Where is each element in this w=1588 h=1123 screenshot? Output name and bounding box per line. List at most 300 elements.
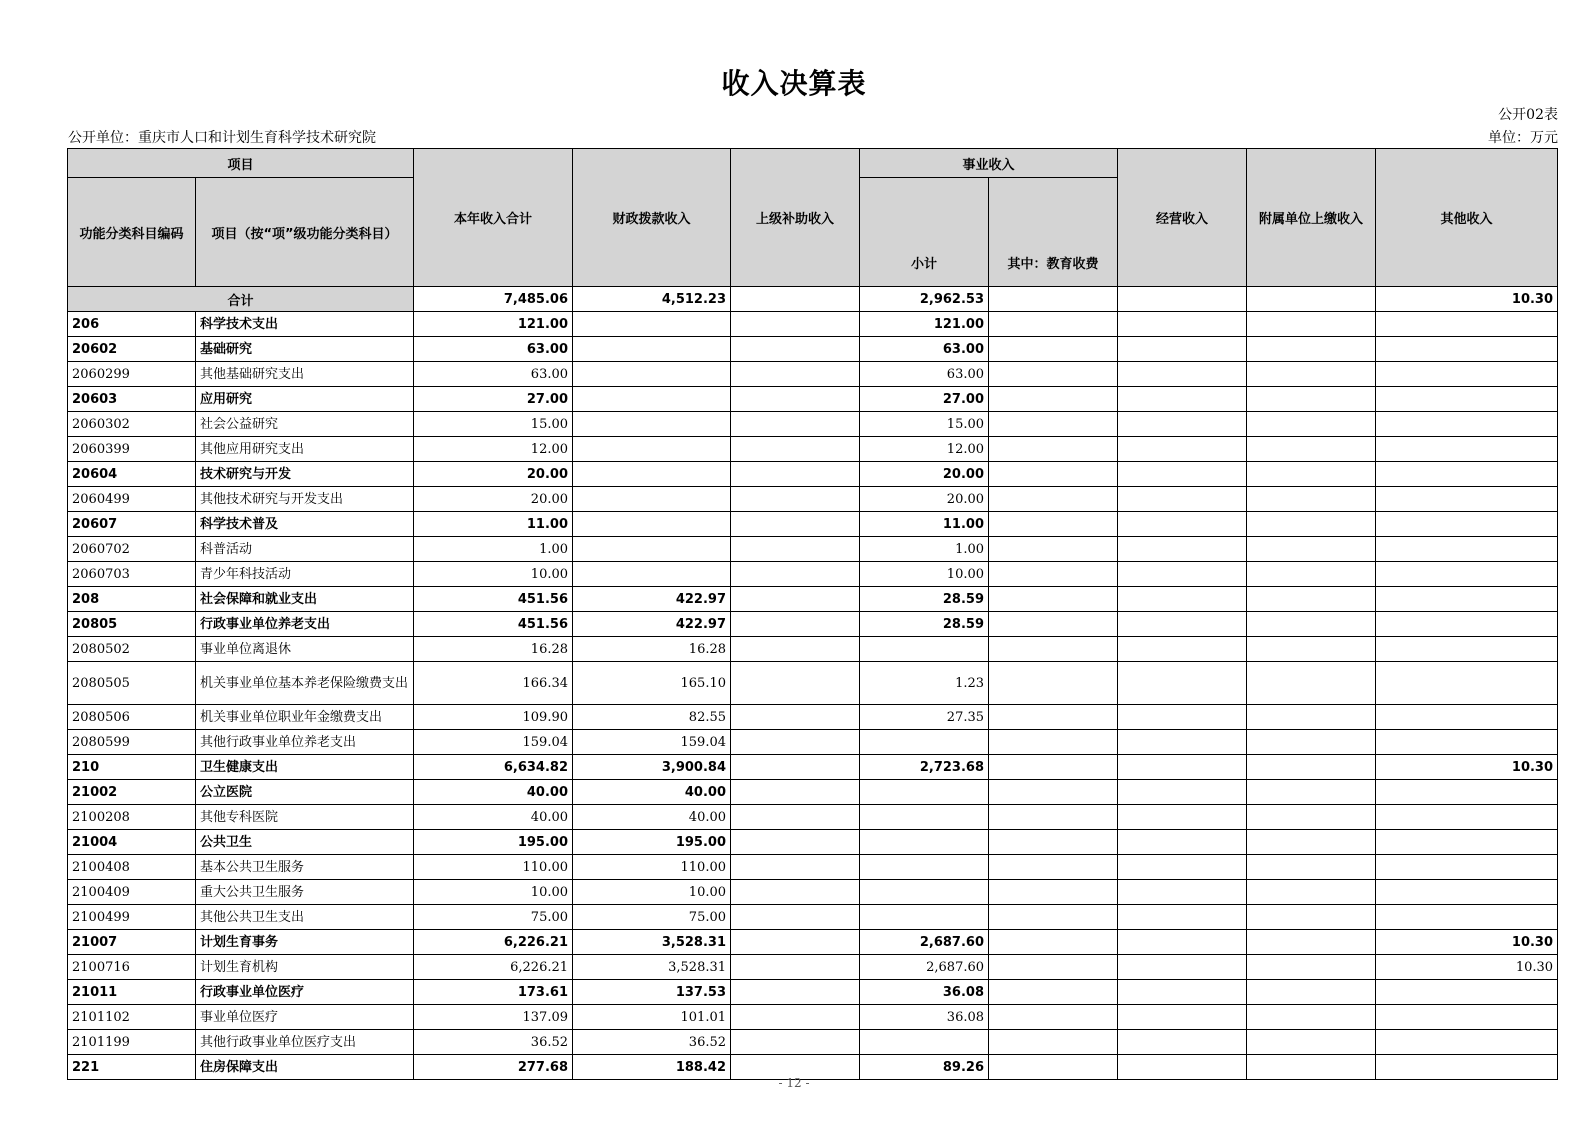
row-value [731, 562, 860, 587]
row-value [731, 537, 860, 562]
row-value [1118, 462, 1247, 487]
row-value [1118, 730, 1247, 755]
table-row [68, 487, 1558, 512]
row-value [731, 730, 860, 755]
row-value: 63.00 [414, 362, 573, 387]
table-row [68, 730, 1558, 755]
row-value: 173.61 [414, 980, 573, 1005]
row-value: 75.00 [414, 905, 573, 930]
row-value [1376, 562, 1558, 587]
row-name: 基本公共卫生服务 [196, 855, 414, 880]
row-value [860, 1030, 989, 1055]
table-row [68, 537, 1558, 562]
total-row [68, 287, 1558, 312]
row-value [1118, 562, 1247, 587]
row-value: 6,226.21 [414, 955, 573, 980]
row-value [860, 830, 989, 855]
row-code: 2060302 [68, 412, 196, 437]
row-value [1376, 312, 1558, 337]
row-value [731, 312, 860, 337]
row-value: 2,687.60 [860, 930, 989, 955]
row-value [989, 387, 1118, 412]
row-name: 技术研究与开发 [196, 462, 414, 487]
row-value [1247, 387, 1376, 412]
row-value [1118, 662, 1247, 705]
row-code: 2100716 [68, 955, 196, 980]
row-code: 2060702 [68, 537, 196, 562]
row-value: 75.00 [573, 905, 731, 930]
row-value [1247, 905, 1376, 930]
row-value: 63.00 [414, 337, 573, 362]
row-value [1247, 662, 1376, 705]
row-value [731, 830, 860, 855]
row-value [989, 955, 1118, 980]
row-value: 27.35 [860, 705, 989, 730]
row-code: 2100499 [68, 905, 196, 930]
row-value: 109.90 [414, 705, 573, 730]
row-value [989, 487, 1118, 512]
row-value: 1.00 [414, 537, 573, 562]
row-name: 其他行政事业单位医疗支出 [196, 1030, 414, 1055]
table-row [68, 955, 1558, 980]
row-value [1376, 805, 1558, 830]
row-value [1376, 830, 1558, 855]
row-name: 公立医院 [196, 780, 414, 805]
page-title: 收入决算表 [721, 67, 867, 100]
row-value [731, 487, 860, 512]
row-value [731, 587, 860, 612]
row-value [573, 412, 731, 437]
row-value [1247, 362, 1376, 387]
row-value [1376, 512, 1558, 537]
row-code: 20805 [68, 612, 196, 637]
row-value [989, 362, 1118, 387]
row-value: 10.00 [860, 562, 989, 587]
row-value [1118, 387, 1247, 412]
row-value [989, 930, 1118, 955]
row-value: 159.04 [573, 730, 731, 755]
row-value [731, 880, 860, 905]
row-value [1118, 587, 1247, 612]
row-value [1247, 780, 1376, 805]
row-value [1118, 855, 1247, 880]
row-value: 137.53 [573, 980, 731, 1005]
row-code: 2060299 [68, 362, 196, 387]
table-row [68, 562, 1558, 587]
row-name: 科学技术支出 [196, 312, 414, 337]
header-total: 本年收入合计 [414, 149, 573, 287]
row-code: 20604 [68, 462, 196, 487]
row-code: 2060399 [68, 437, 196, 462]
row-name: 公共卫生 [196, 830, 414, 855]
row-code: 206 [68, 312, 196, 337]
row-name: 卫生健康支出 [196, 755, 414, 780]
row-value: 2,687.60 [860, 955, 989, 980]
row-value [573, 387, 731, 412]
row-value: 1.23 [860, 662, 989, 705]
row-value [1376, 980, 1558, 1005]
row-value: 1.00 [860, 537, 989, 562]
header-career-edu: 其中：教育收费 [989, 178, 1118, 287]
row-value [573, 312, 731, 337]
row-value: 40.00 [414, 805, 573, 830]
row-value [573, 362, 731, 387]
row-name: 社会保障和就业支出 [196, 587, 414, 612]
row-value [731, 705, 860, 730]
row-value [1118, 512, 1247, 537]
row-name: 应用研究 [196, 387, 414, 412]
row-value: 277.68 [414, 1055, 573, 1080]
row-value [731, 412, 860, 437]
row-value [731, 437, 860, 462]
row-value [731, 1030, 860, 1055]
row-value [1118, 1030, 1247, 1055]
row-value [731, 780, 860, 805]
row-value [989, 662, 1118, 705]
row-name: 其他基础研究支出 [196, 362, 414, 387]
total-label: 合计 [68, 287, 414, 312]
row-value [1247, 587, 1376, 612]
table-row [68, 387, 1558, 412]
total-cell: 2,962.53 [860, 287, 989, 312]
row-value [573, 462, 731, 487]
row-value: 3,528.31 [573, 955, 731, 980]
row-value: 12.00 [414, 437, 573, 462]
row-value [1376, 462, 1558, 487]
row-value [989, 337, 1118, 362]
row-value [1376, 662, 1558, 705]
row-value: 82.55 [573, 705, 731, 730]
row-value [989, 462, 1118, 487]
row-value: 27.00 [860, 387, 989, 412]
row-value: 3,900.84 [573, 755, 731, 780]
row-value: 422.97 [573, 587, 731, 612]
row-value: 11.00 [414, 512, 573, 537]
row-value [731, 930, 860, 955]
row-value [989, 437, 1118, 462]
row-value [573, 437, 731, 462]
table-row [68, 462, 1558, 487]
row-value [989, 780, 1118, 805]
table-row [68, 337, 1558, 362]
row-value: 12.00 [860, 437, 989, 462]
total-cell [989, 287, 1118, 312]
row-value [1376, 587, 1558, 612]
row-value: 101.01 [573, 1005, 731, 1030]
row-code: 2080506 [68, 705, 196, 730]
row-code: 21007 [68, 930, 196, 955]
row-value: 110.00 [414, 855, 573, 880]
row-value: 10.30 [1376, 930, 1558, 955]
row-code: 21011 [68, 980, 196, 1005]
row-value [731, 362, 860, 387]
row-value [573, 487, 731, 512]
row-value [1376, 387, 1558, 412]
row-value [1118, 1005, 1247, 1030]
row-value [989, 905, 1118, 930]
row-value [1247, 537, 1376, 562]
row-name: 事业单位离退休 [196, 637, 414, 662]
row-value [1247, 612, 1376, 637]
header-name: 项目（按“项”级功能分类科目） [196, 178, 414, 287]
row-value: 451.56 [414, 587, 573, 612]
table-row [68, 780, 1558, 805]
row-value [1247, 412, 1376, 437]
row-value [1118, 637, 1247, 662]
row-value [989, 562, 1118, 587]
row-name: 行政事业单位医疗 [196, 980, 414, 1005]
row-value: 27.00 [414, 387, 573, 412]
row-value: 28.59 [860, 587, 989, 612]
row-value: 165.10 [573, 662, 731, 705]
row-value [860, 637, 989, 662]
row-value [989, 1030, 1118, 1055]
row-value: 10.00 [573, 880, 731, 905]
total-cell: 7,485.06 [414, 287, 573, 312]
row-value [1118, 930, 1247, 955]
row-name: 科学技术普及 [196, 512, 414, 537]
row-code: 2080502 [68, 637, 196, 662]
row-value [989, 755, 1118, 780]
row-value: 2,723.68 [860, 755, 989, 780]
row-value [989, 537, 1118, 562]
row-name: 重大公共卫生服务 [196, 880, 414, 905]
row-value [989, 637, 1118, 662]
row-value: 20.00 [414, 462, 573, 487]
row-value [1118, 437, 1247, 462]
row-value: 10.30 [1376, 755, 1558, 780]
row-code: 21004 [68, 830, 196, 855]
row-value [989, 855, 1118, 880]
row-value [1118, 780, 1247, 805]
row-name: 其他技术研究与开发支出 [196, 487, 414, 512]
row-code: 210 [68, 755, 196, 780]
row-name: 其他行政事业单位养老支出 [196, 730, 414, 755]
row-value [1247, 512, 1376, 537]
row-value: 16.28 [573, 637, 731, 662]
header-subsidy: 上级补助收入 [731, 149, 860, 287]
row-value [989, 587, 1118, 612]
row-value: 28.59 [860, 612, 989, 637]
total-cell [1118, 287, 1247, 312]
row-value: 3,528.31 [573, 930, 731, 955]
table-row [68, 412, 1558, 437]
row-name: 科普活动 [196, 537, 414, 562]
row-name: 基础研究 [196, 337, 414, 362]
row-value [731, 337, 860, 362]
row-value [1247, 337, 1376, 362]
row-value: 121.00 [414, 312, 573, 337]
total-cell: 10.30 [1376, 287, 1558, 312]
table-row [68, 830, 1558, 855]
row-value: 20.00 [414, 487, 573, 512]
table-row [68, 362, 1558, 387]
row-value [1247, 312, 1376, 337]
row-value [1376, 437, 1558, 462]
row-value: 36.52 [573, 1030, 731, 1055]
row-value [731, 755, 860, 780]
row-value [731, 637, 860, 662]
row-value [1247, 705, 1376, 730]
row-value [1247, 437, 1376, 462]
row-value: 16.28 [414, 637, 573, 662]
row-code: 221 [68, 1055, 196, 1080]
row-value [1376, 1030, 1558, 1055]
row-value [1118, 805, 1247, 830]
row-value [1247, 730, 1376, 755]
row-value [989, 412, 1118, 437]
table-row [68, 805, 1558, 830]
row-value: 36.08 [860, 980, 989, 1005]
row-value [860, 880, 989, 905]
header-fiscal: 财政拨款收入 [573, 149, 731, 287]
header-career: 事业收入 [860, 149, 1118, 178]
row-value [1118, 755, 1247, 780]
row-value [1247, 1030, 1376, 1055]
row-code: 21002 [68, 780, 196, 805]
row-value [1376, 780, 1558, 805]
row-value [1247, 637, 1376, 662]
row-value: 63.00 [860, 362, 989, 387]
header-code: 功能分类科目编码 [68, 178, 196, 287]
row-value: 89.26 [860, 1055, 989, 1080]
row-value [1118, 487, 1247, 512]
table-row [68, 587, 1558, 612]
row-value [1118, 412, 1247, 437]
header-business: 经营收入 [1118, 149, 1247, 287]
row-name: 其他公共卫生支出 [196, 905, 414, 930]
row-value: 20.00 [860, 462, 989, 487]
row-value: 11.00 [860, 512, 989, 537]
row-value [1118, 312, 1247, 337]
row-code: 2060703 [68, 562, 196, 587]
table-row [68, 930, 1558, 955]
row-name: 青少年科技活动 [196, 562, 414, 587]
row-value [731, 387, 860, 412]
row-value [731, 1005, 860, 1030]
row-value [1247, 462, 1376, 487]
row-value [1118, 830, 1247, 855]
total-cell: 4,512.23 [573, 287, 731, 312]
row-value [1376, 705, 1558, 730]
row-value [731, 980, 860, 1005]
table-row [68, 637, 1558, 662]
row-value [731, 905, 860, 930]
row-value [1376, 880, 1558, 905]
row-value [989, 980, 1118, 1005]
row-value [573, 537, 731, 562]
row-value: 15.00 [860, 412, 989, 437]
header-affiliate: 附属单位上缴收入 [1247, 149, 1376, 287]
row-value [1376, 537, 1558, 562]
row-value [1376, 637, 1558, 662]
row-value [1376, 730, 1558, 755]
row-value [1376, 612, 1558, 637]
total-cell [1247, 287, 1376, 312]
table-row [68, 612, 1558, 637]
header-career-sub: 小计 [860, 178, 989, 287]
row-value [731, 805, 860, 830]
row-code: 2100208 [68, 805, 196, 830]
income-final-accounts-table [67, 148, 1558, 1080]
row-value: 188.42 [573, 1055, 731, 1080]
row-code: 2100408 [68, 855, 196, 880]
row-value: 10.30 [1376, 955, 1558, 980]
row-value [1247, 955, 1376, 980]
row-value [1247, 830, 1376, 855]
row-name: 其他应用研究支出 [196, 437, 414, 462]
row-code: 2101102 [68, 1005, 196, 1030]
row-value [989, 705, 1118, 730]
row-code: 2080599 [68, 730, 196, 755]
table-row [68, 880, 1558, 905]
row-code: 20603 [68, 387, 196, 412]
row-value [1118, 337, 1247, 362]
form-number: 公开02表 [1498, 107, 1558, 123]
row-value: 36.52 [414, 1030, 573, 1055]
row-value [860, 805, 989, 830]
row-name: 事业单位医疗 [196, 1005, 414, 1030]
row-value [731, 662, 860, 705]
table-row [68, 705, 1558, 730]
row-name: 机关事业单位基本养老保险缴费支出 [196, 662, 414, 705]
row-value [1376, 362, 1558, 387]
row-value: 40.00 [573, 780, 731, 805]
row-value [989, 1005, 1118, 1030]
row-value: 195.00 [414, 830, 573, 855]
row-name: 社会公益研究 [196, 412, 414, 437]
row-value [989, 805, 1118, 830]
row-code: 2101199 [68, 1030, 196, 1055]
row-value [731, 612, 860, 637]
table-row [68, 1005, 1558, 1030]
table-row [68, 312, 1558, 337]
row-value: 40.00 [414, 780, 573, 805]
row-value: 6,634.82 [414, 755, 573, 780]
table-row [68, 437, 1558, 462]
row-code: 20607 [68, 512, 196, 537]
table-row [68, 1030, 1558, 1055]
row-value [989, 730, 1118, 755]
table-row [68, 662, 1558, 705]
row-code: 208 [68, 587, 196, 612]
row-value [989, 830, 1118, 855]
row-value [731, 462, 860, 487]
row-value: 422.97 [573, 612, 731, 637]
row-value [1118, 905, 1247, 930]
table-row [68, 855, 1558, 880]
row-value [1118, 880, 1247, 905]
row-value [573, 512, 731, 537]
row-value [1247, 562, 1376, 587]
row-value [1247, 980, 1376, 1005]
row-value: 159.04 [414, 730, 573, 755]
row-value: 195.00 [573, 830, 731, 855]
row-value [731, 855, 860, 880]
table-row [68, 512, 1558, 537]
header-other: 其他收入 [1376, 149, 1558, 287]
currency-unit: 单位：万元 [1488, 130, 1558, 146]
row-value [1247, 855, 1376, 880]
row-value [1376, 905, 1558, 930]
row-value [1118, 612, 1247, 637]
table-row [68, 755, 1558, 780]
row-value [1247, 487, 1376, 512]
row-value: 6,226.21 [414, 930, 573, 955]
row-value [989, 612, 1118, 637]
row-code: 2060499 [68, 487, 196, 512]
row-value: 36.08 [860, 1005, 989, 1030]
